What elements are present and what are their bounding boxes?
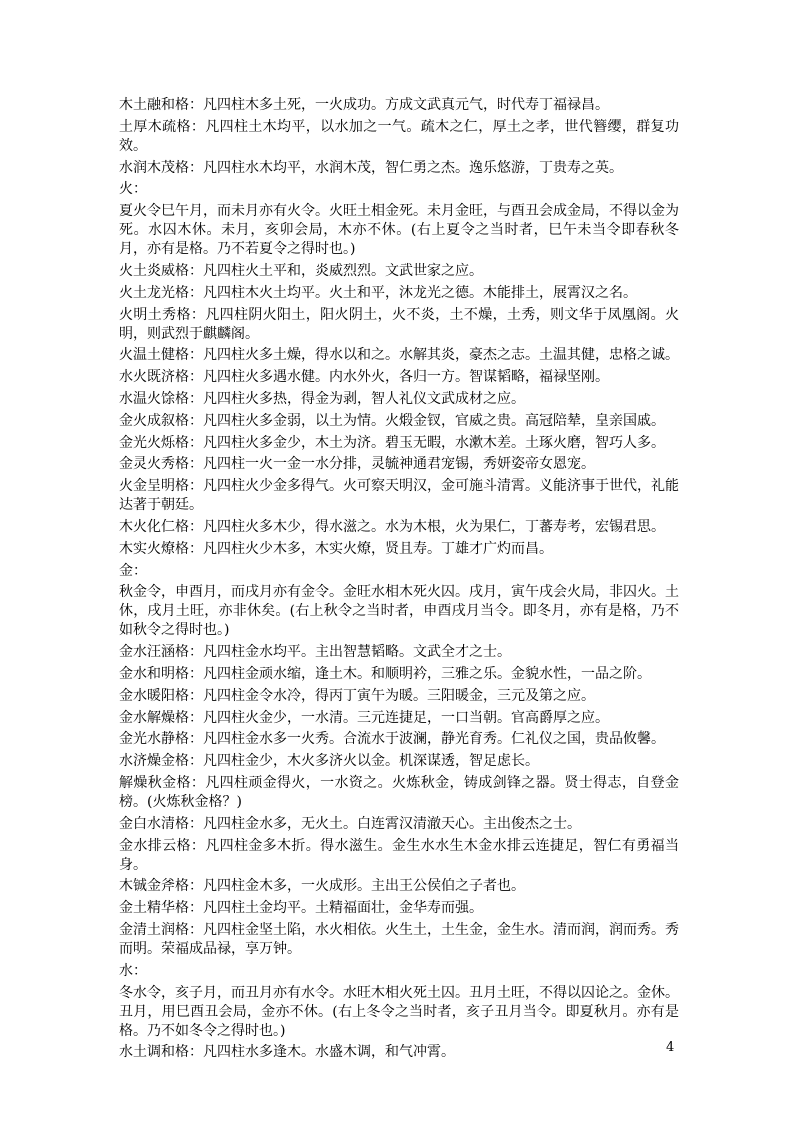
section-heading: 火：: [119, 181, 147, 198]
paragraph: 金水排云格：凡四柱金多木折。得水滋生。金生水水生木金水排云连捷足，智仁有勇福当身。: [119, 837, 679, 873]
paragraph: 金水暖阳格：凡四柱金令水冷，得丙丁寅午为暖。三阳暖金，三元及第之应。: [119, 687, 595, 704]
paragraph: 解燥秋金格：凡四柱顽金得火，一水资之。火炼秋金，铸成剑锋之器。贤士得志，自登金榜。(火炼秋金格？): [119, 774, 679, 810]
paragraph: 火明土秀格：凡四柱阴火阳土，阳火阴土，火不炎，土不燥，土秀，则文华于凤凰阁。火明，则武烈于麒麟阁。: [119, 306, 679, 342]
paragraph: 木实火燎格：凡四柱火少木多，木实火燎，贤且寿。丁雄才广灼而昌。: [119, 540, 553, 557]
section-heading: 金：: [119, 562, 147, 579]
paragraph: 火温土健格：凡四柱火多土燥，得水以和之。水解其炎，豪杰之志。土温其健，忠格之诚。: [119, 347, 679, 364]
section-heading: 水：: [119, 962, 147, 979]
paragraph: 金水和明格：凡四柱金顽水缩，逢土木。和顺明衿，三雅之乐。金貌水性，一品之阶。: [119, 665, 651, 682]
paragraph: 水济燥金格：凡四柱金少，木火多济火以金。机深谋透，智足虑长。: [119, 753, 539, 770]
paragraph: 金灵火秀格：凡四柱一火一金一水分排，灵毓神通君宠锡，秀妍姿帝女恩宠。: [119, 456, 595, 473]
paragraph: 金光水静格：凡四柱金水多一火秀。合流水于波澜，静光育秀。仁礼仪之国，贵品攸馨。: [119, 731, 665, 748]
paragraph: 金火成叙格：凡四柱火多金弱，以土为情。火煅金钗，官威之贵。高冠陪辇，皇亲国戚。: [119, 412, 665, 429]
paragraph: 火金呈明格：凡四柱火少金多得气。火可察天明汉，金可施斗清霄。义能济事于世代，礼能达著于朝廷。: [119, 478, 679, 514]
paragraph: 金水解燥格：凡四柱火金少，一水清。三元连捷足，一口当朝。官高爵厚之应。: [119, 709, 609, 726]
paragraph: 金白水清格：凡四柱金水多，无火土。白连霄汉清澈天心。主出俊杰之士。: [119, 815, 581, 832]
paragraph: 夏火令巳午月，而未月亦有火令。火旺土相金死。未月金旺，与酉丑会成金局，不得以金为死。水囚木休。未月，亥卯会局，木亦不休。(右上夏令之当时者，巳午未当令即春秋冬月，亦有是格。乃不若夏令之得时也。): [119, 203, 679, 258]
paragraph: 金清土润格：凡四柱金坚土陷，水火相依。火生土，土生金，金生水。清而润，润而秀。秀而明。荣福成品禄，享万钟。: [119, 921, 679, 957]
paragraph: 冬水令，亥子月，而丑月亦有水令。水旺木相火死土囚。丑月土旺，不得以囚论之。金休。丑月，用巳酉丑会局，金亦不休。(右上冬令之当时者，亥子丑月当令。即夏秋月。亦有是格。乃不如冬令之得时也。): [119, 984, 679, 1039]
paragraph: 水土调和格：凡四柱水多逢木。水盛木调，和气冲霄。: [119, 1044, 455, 1061]
paragraph: 金土精华格：凡四柱土金均平。土精福面壮，金华寿而强。: [119, 900, 483, 917]
paragraph: 水温火馀格：凡四柱火多热，得金为剥，智人礼仪文武成材之应。: [119, 390, 525, 407]
paragraph: 木铖金斧格：凡四柱金木多，一火成形。主出王公侯伯之子者也。: [119, 878, 525, 895]
document-body: [119, 96, 679, 1065]
paragraph: 火土龙光格：凡四柱木火土均平。火土和平，沐龙光之德。木能排土，展霄汉之名。: [119, 284, 637, 301]
page-number: 4: [666, 1040, 675, 1055]
paragraph: 木火化仁格：凡四柱火多木少，得水滋之。水为木根，火为果仁，丁蕃寿考，宏锡君思。: [119, 518, 665, 535]
paragraph: 秋金令，申酉月，而戌月亦有金令。金旺水相木死火囚。戌月，寅午戌会火局，非囚火。土休，戌月土旺，亦非休矣。(右上秋令之当时者，申酉戌月当令。即冬月，亦有是格，乃不如秋令之得时也。): [119, 584, 679, 639]
paragraph: 金水汪涵格：凡四柱金水均平。主出智慧韬略。文武全才之士。: [119, 644, 511, 661]
paragraph: 金光火烁格：凡四柱火多金少，木土为济。碧玉无暇，水漱木差。土琢火磨，智巧人多。: [119, 434, 665, 451]
paragraph: 火土炎威格：凡四柱火土平和，炎威烈烈。文武世家之应。: [119, 262, 483, 279]
paragraph: 水火既济格：凡四柱火多遇水健。内水外火，各归一方。智谋韬略，福禄坚刚。: [119, 369, 609, 386]
paragraph: 水润木茂格：凡四柱水木均平，水润木茂，智仁勇之杰。逸乐悠游，丁贵寿之英。: [119, 159, 623, 176]
paragraph: 土厚木疏格：凡四柱土木均平，以水加之一气。疏木之仁，厚土之孝，世代簪缨，群复功效。: [119, 118, 679, 154]
paragraph: 木土融和格：凡四柱木多土死，一火成功。方成文武真元气，时代寿丁福禄昌。: [119, 97, 609, 113]
